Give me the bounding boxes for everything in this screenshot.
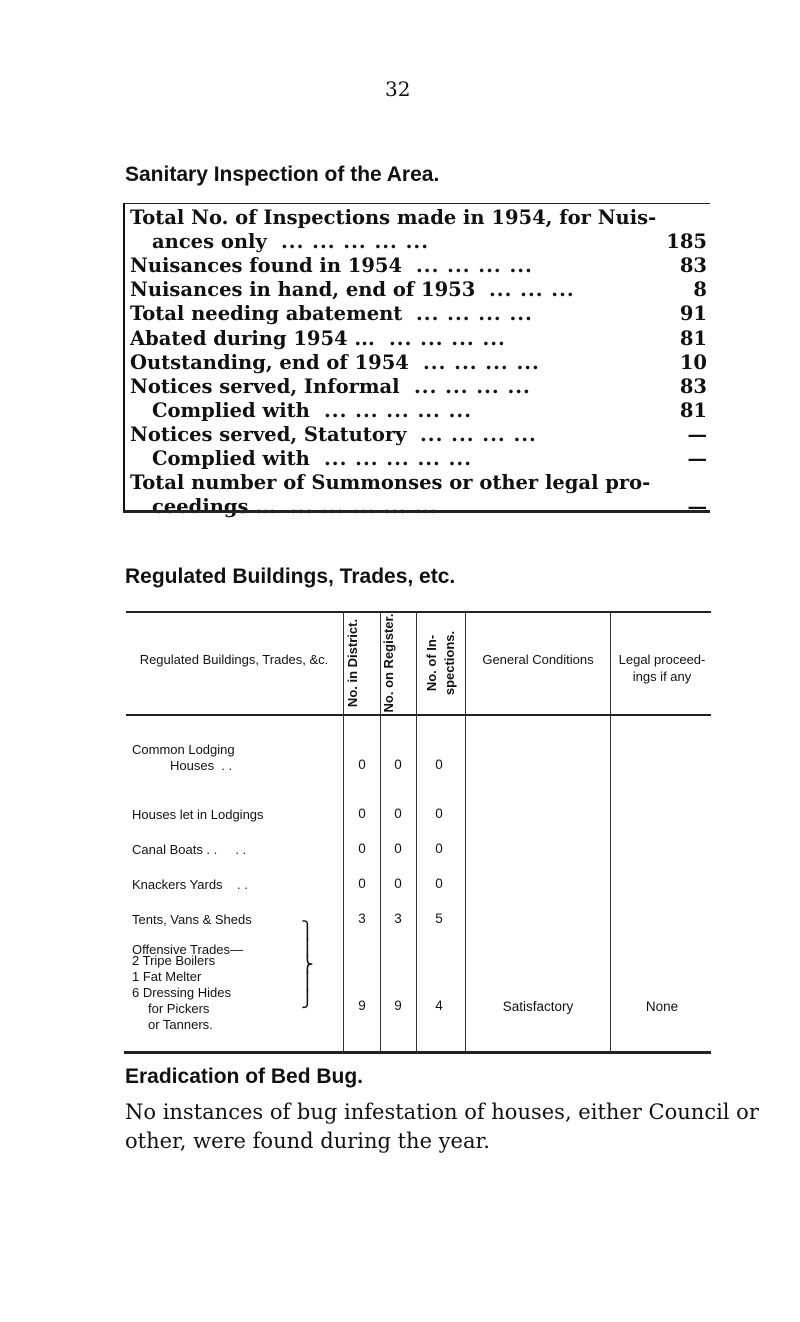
summary-row-label: Nuisances found in 1954 [130, 254, 403, 277]
row-district-count: 0 [358, 841, 366, 856]
summary-row-leader-dots: ... ... ... ... [423, 351, 540, 374]
summary-row-leader-dots: ... ... ... ... ... [290, 495, 438, 518]
offensive-trade-item: or Tanners. [148, 1017, 213, 1032]
summary-top-rule [125, 203, 710, 204]
summary-row-label: Total No. of Inspections made in 1954, for Nuis- [130, 206, 657, 229]
row-register-count: 0 [394, 876, 402, 891]
column-divider [416, 611, 417, 1052]
summary-row-leader-dots: ... ... ... ... ... [324, 447, 472, 470]
header-no-in-district: No. in District. [345, 618, 360, 708]
table-bottom-rule [124, 1051, 711, 1054]
summary-row-leader-dots: ... ... ... ... [420, 423, 537, 446]
offensive-general-conditions: Satisfactory [502, 999, 574, 1014]
bed-bug-paragraph: No instances of bug infestation of houses, either Council or other, were found during the year. [125, 1100, 759, 1153]
offensive-trade-item: 6 Dressing Hides [132, 985, 231, 1000]
summary-row-value: 81 [679, 327, 707, 350]
summary-row-value: 83 [679, 254, 707, 277]
header-no-of-inspections: No. of In-spections. [424, 630, 457, 696]
summary-row-leader-dots: ... ... ... ... ... [324, 399, 472, 422]
row-inspections-count: 0 [435, 806, 443, 821]
summary-row-leader-dots: ... ... ... ... ... [281, 230, 429, 253]
summary-row-label: Complied with [152, 399, 310, 422]
row-inspections-count: 0 [435, 757, 443, 772]
summary-row [130, 327, 707, 352]
offensive-district-count: 9 [358, 998, 366, 1013]
section-title-regulated-buildings: Regulated Buildings, Trades, etc. [125, 565, 456, 588]
summary-row-value: — [687, 495, 707, 518]
column-divider [465, 611, 466, 1052]
summary-row-value: 83 [679, 375, 707, 398]
summary-row [130, 302, 707, 327]
offensive-inspections-count: 4 [435, 998, 443, 1013]
summary-row-leader-dots: ... ... ... ... [416, 302, 533, 325]
row-inspections-count: 0 [435, 876, 443, 891]
offensive-trade-item: 2 Tripe Boilers [132, 953, 216, 968]
summary-row-value: 91 [679, 302, 707, 325]
offensive-register-count: 9 [394, 998, 402, 1013]
summary-row-label: ceedings ... [152, 495, 276, 518]
inspection-summary-box [123, 203, 710, 518]
offensive-legal-proceedings: None [645, 999, 679, 1014]
summary-row-leader-dots: ... ... ... ... [414, 375, 531, 398]
section-title-bed-bug: Eradication of Bed Bug. [125, 1065, 364, 1088]
header-general-conditions: General Conditions [482, 652, 594, 667]
summary-bottom-rule [123, 510, 710, 513]
summary-row [130, 278, 707, 303]
summary-row [130, 206, 707, 231]
summary-row-value: 81 [679, 399, 707, 422]
table-header-rule [126, 714, 711, 716]
summary-row [130, 423, 707, 448]
row-register-count: 0 [394, 757, 402, 772]
summary-row-value: — [687, 447, 707, 470]
summary-row-leader-dots: ... ... ... [489, 278, 575, 301]
summary-row-value: 8 [693, 278, 707, 301]
regulated-buildings-table [126, 611, 711, 1052]
summary-row-label: ances only [152, 230, 267, 253]
header-legal-proceedings: Legal proceed-ings if any [618, 652, 706, 684]
summary-row [130, 471, 707, 496]
summary-row-value: 10 [679, 351, 707, 374]
row-inspections-count: 0 [435, 841, 443, 856]
row-name: Houses let in Lodgings [132, 807, 264, 822]
row-district-count: 0 [358, 757, 366, 772]
row-name: Knackers Yards . . [132, 877, 248, 892]
header-no-on-register: No. on Register. [381, 613, 396, 713]
brace-bracket: ⎫ ⎪ ⎬ ⎪ ⎭ [301, 921, 314, 1008]
section-title-sanitary-inspection: Sanitary Inspection of the Area. [125, 163, 440, 186]
summary-row-label: Notices served, Statutory [130, 423, 407, 446]
row-register-count: 3 [394, 911, 402, 926]
offensive-trades-heading: Offensive Trades— [132, 942, 244, 957]
summary-row-label: Nuisances in hand, end of 1953 [130, 278, 476, 301]
summary-row-label: Outstanding, end of 1954 [130, 351, 409, 374]
summary-row [130, 351, 707, 376]
summary-row [130, 254, 707, 279]
row-name: Canal Boats . . . . [132, 842, 247, 857]
summary-row-label: Notices served, Informal [130, 375, 400, 398]
summary-row-label: Total needing abatement [130, 302, 403, 325]
row-district-count: 3 [358, 911, 366, 926]
summary-row-label: Complied with [152, 447, 310, 470]
row-inspections-count: 5 [435, 911, 443, 926]
summary-row-leader-dots: ... ... ... ... [416, 254, 533, 277]
offensive-trade-item: for Pickers [148, 1001, 210, 1016]
column-divider [610, 611, 611, 1052]
summary-row [130, 495, 707, 520]
summary-row-value: 185 [666, 230, 707, 253]
summary-row-label: Total number of Summonses or other legal pro- [130, 471, 651, 494]
summary-row-label: Abated during 1954 ... [130, 327, 375, 350]
summary-row [130, 399, 707, 424]
summary-row-value: — [687, 423, 707, 446]
row-name: Houses . . [170, 758, 233, 773]
summary-row-leader-dots: ... ... ... ... [389, 327, 506, 350]
row-district-count: 0 [358, 806, 366, 821]
summary-row [130, 447, 707, 472]
summary-row [130, 230, 707, 255]
row-name-line1: Common Lodging [132, 742, 235, 757]
page-number: 32 [385, 77, 411, 101]
row-district-count: 0 [358, 876, 366, 891]
offensive-trade-item: 1 Fat Melter [132, 969, 202, 984]
row-register-count: 0 [394, 806, 402, 821]
row-register-count: 0 [394, 841, 402, 856]
table-top-rule [126, 611, 711, 613]
row-name: Tents, Vans & Sheds [132, 912, 252, 927]
summary-row [130, 375, 707, 400]
header-buildings-trades: Regulated Buildings, Trades, &c. [139, 652, 329, 667]
